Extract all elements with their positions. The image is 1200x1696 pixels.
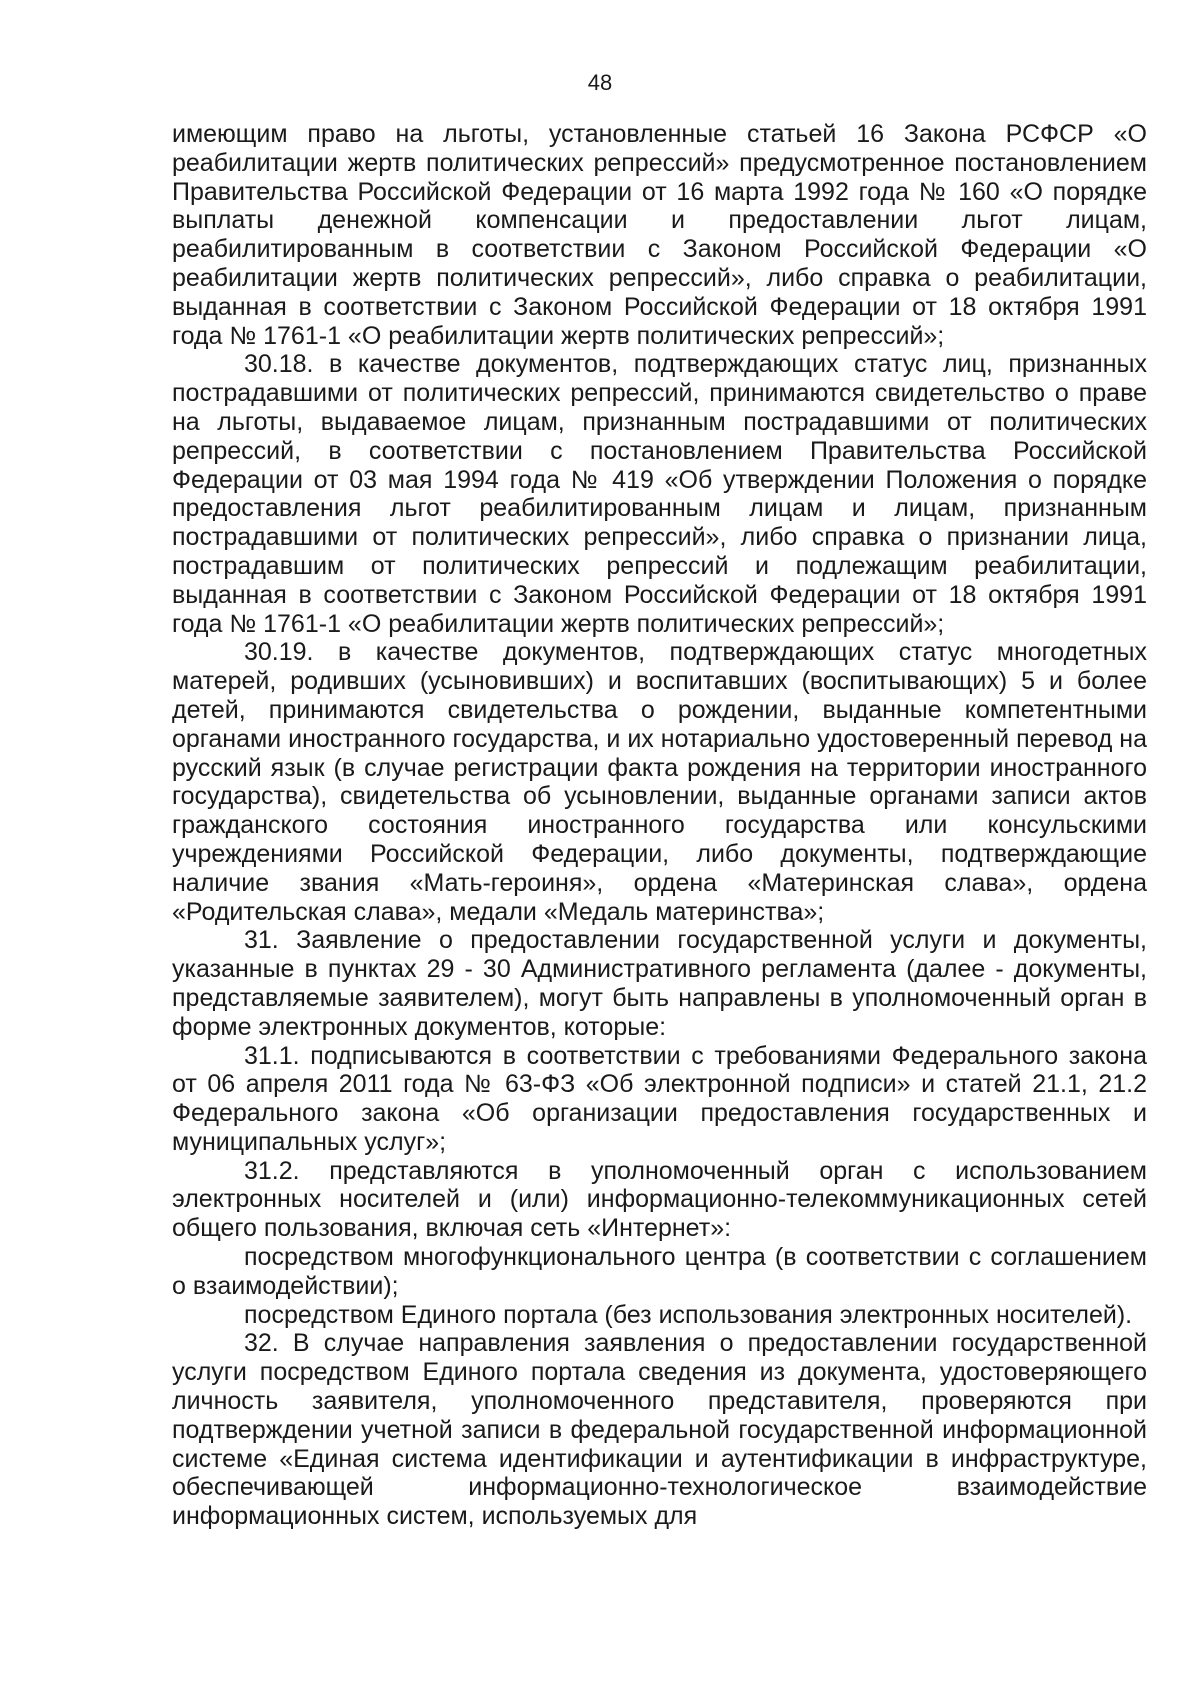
paragraph: имеющим право на льготы, установленные статьей 16 Закона РСФСР «О реабилитации жертв политических репрессий» предусмотренное постановлением Правительства Российской Федерации от 16 марта 1992 года № 160 «О порядке выплаты денежной компенсации и предоставлении льгот лицам, реабилитированным в соответствии с Законом Российской Федерации «О реабилитации жертв политических репрессий», либо справка о реабилитации, выданная в соответствии с Законом Российской Федерации от 18 октября 1991 года № 1761-1 «О реабилитации жертв политических репрессий»; [172,120,1147,350]
page-number: 48 [587,70,613,95]
paragraph: посредством многофункционального центра (в соответствии с соглашением о взаимодействии); [172,1243,1147,1300]
paragraph: 31.2. представляются в уполномоченный орган с использованием электронных носителей и (или) информационно-телекоммуникационных сетей общего пользования, включая сеть «Интернет»: [172,1156,1147,1243]
paragraph: посредством Единого портала (без использования электронных носителей). [244,1300,1133,1329]
document-body [172,120,1147,1531]
paragraph: 31. Заявление о предоставлении государственной услуги и документы, указанные в пунктах 29 - 30 Административного регламента (далее - документы, представляемые заявителем), могут быть направлены в уполномоченный орган в форме электронных документов, которые: [172,926,1147,1041]
paragraph: 30.18. в качестве документов, подтверждающих статус лиц, признанных пострадавшими от политических репрессий, принимаются свидетельство о праве на льготы, выдаваемое лицам, признанным пострадавшими от политических репрессий, в соответствии с постановлением Правительства Российской Федерации от 03 мая 1994 года № 419 «Об утверждении Положения о порядке предоставления льгот реабилитированным лицам и лицам, признанным пострадавшими от политических репрессий», либо справка о признании лица, пострадавшим от политических репрессий и подлежащим реабилитации, выданная в соответствии с Законом Российской Федерации от 18 октября 1991 года № 1761-1 «О реабилитации жертв политических репрессий»; [172,350,1147,638]
paragraph: 30.19. в качестве документов, подтверждающих статус многодетных матерей, родивших (усыновивших) и воспитавших (воспитывающих) 5 и более детей, принимаются свидетельства о рождении, выданные компетентными органами иностранного государства, и их нотариально удостоверенный перевод на русский язык (в случае регистрации факта рождения на территории иностранного государства), свидетельства об усыновлении, выданные органами записи актов гражданского состояния иностранного государства или консульскими учреждениями Российской Федерации, либо документы, подтверждающие наличие звания «Мать-героиня», ордена «Материнская слава», ордена «Родительская слава», медали «Медаль материнства»; [172,638,1147,926]
paragraph: 31.1. подписываются в соответствии с требованиями Федерального закона от 06 апреля 2011 года № 63-ФЗ «Об электронной подписи» и статей 21.1, 21.2 Федерального закона «Об организации предоставления государственных и муниципальных услуг»; [172,1041,1147,1156]
paragraph: 32. В случае направления заявления о предоставлении государственной услуги посредством Единого портала сведения из документа, удостоверяющего личность заявителя, уполномоченного представителя, проверяются при подтверждении учетной записи в федеральной государственной информационной системе «Единая система идентификации и аутентификации в инфраструктуре, обеспечивающей информационно-технологическое взаимодействие информационных систем, используемых для [172,1329,1147,1531]
